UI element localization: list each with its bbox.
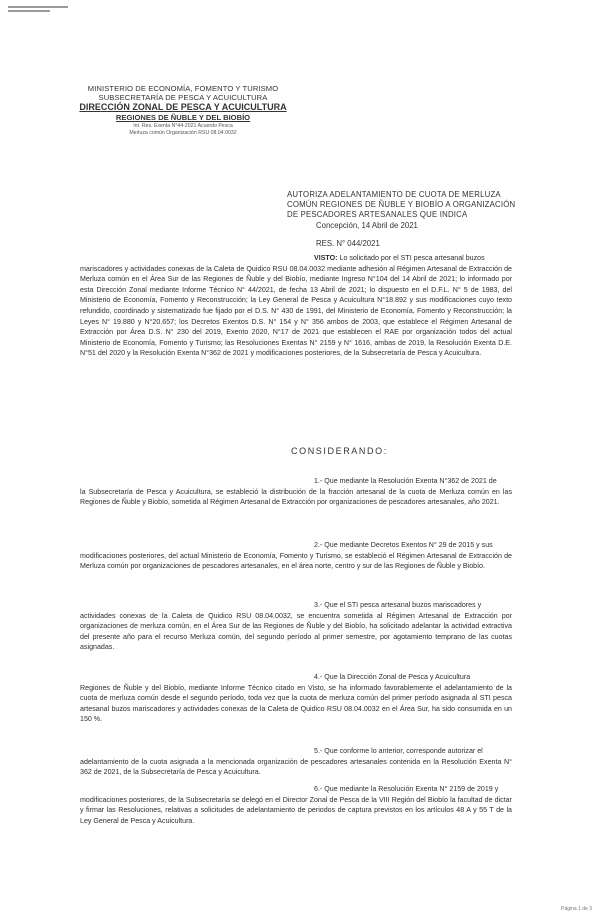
considerando-1-body: la Subsecretaría de Pesca y Acuicultura, se estableció la distribución de la fracción artesanal de la cuota de Merluza común en las Regiones de Ñuble y Biobío, sometida al Régimen Artesanal de Extracción por organizaciones de pescadores artesanales, año 2021. <box>80 487 512 507</box>
considerando-5-body: adelantamiento de la cuota asignada a la mencionada organización de pescadores artesanales contenida en la Resolución Exenta N° 362 de 2021, de la Subsecretaría de Pesca y Acuicultura. <box>80 757 512 777</box>
considerando-heading: CONSIDERANDO: <box>291 446 388 456</box>
header-direccion-zonal: DIRECCIÓN ZONAL DE PESCA Y ACUICULTURA <box>79 102 287 112</box>
considerando-2 <box>80 540 512 572</box>
visto-section <box>80 253 512 359</box>
considerando-5-first: 5.- Que conforme lo anterior, corresponde autorizar el <box>314 747 483 755</box>
header-regiones: REGIONES DE ÑUBLE Y DEL BIOBÍO <box>115 113 251 122</box>
header-ref-1: Int. Res. Exenta N°44-2021 Acuerdo Pesca <box>133 123 233 129</box>
subject-line-2: COMÚN REGIONES DE ÑUBLE Y BIOBÍO A ORGANIZACIÓN <box>287 200 516 209</box>
considerando-6 <box>80 784 512 826</box>
considerando-5 <box>80 746 512 778</box>
subject-line-3: DE PESCADORES ARTESANALES QUE INDICA <box>287 210 468 219</box>
header-ministry: MINISTERIO DE ECONOMÍA, FOMENTO Y TURISMO <box>87 84 279 93</box>
considerando-2-first: 2.- Que mediante Decretos Exentos N° 29 de 2015 y sus <box>314 541 493 549</box>
considerando-3 <box>80 600 512 653</box>
visto-body: mariscadores y actividades conexas de la Caleta de Quidico RSU 08.04.0032 mediante adhesión al Régimen Artesanal de Extracción de Merluza común en el Área Sur de las Regiones de Ñuble y del Biobío, mediante Ingreso N°104 del 14 Abril de 2021; lo informado por esta Dirección Zonal mediante Informe Técnico N° 44/2021, de fecha 13 Abril de 2021; lo dispuesto en el D.F.L. N° 5 de 1983, del Ministerio de Economía, Fomento y Reconstrucción; la Ley General de Pesca y Acuicultura N°18.892 y sus modificaciones cuyo texto refundido, coordinado y sistematizado fue fijado por el D.S. N° 430 de 1991, del Ministerio de Economía, Fomento y Reconstrucción; la Leyes N° 19.880 y N°20.657; los Decretos Exentos D.S. N° 154 y N° 356 ambos de 2003, que establece el Régimen Artesanal de Extracción por Área D.S. N° 230 del 2019, Exento 2020, N°17 de 2021 que establecen el RAE por organización todos del actual Ministerio de Economía, Fomento y Turismo; las Resoluciones Exentas N° 2159 y N° 1616, ambas de 2019, la Resolución Exenta D.E. N°51 del 2020 y la Resolución Exenta N°362 de 2021 y modificaciones posteriores, de la Subsecretaría de Pesca y Acuicultura. <box>80 264 512 358</box>
considerando-1 <box>80 476 512 508</box>
considerando-6-body: modificaciones posteriores, de la Subsecretaría se delegó en el Director Zonal de Pesca de la VIII Región del Biobío la facultad de dictar y firmar las Resoluciones, relativas a solicitudes de adelantamiento de periodos de captura previstos en los artículos 48 A y 55 T de la Ley General de Pesca y Acuicultura. <box>80 795 512 825</box>
header-subsecretaria: SUBSECRETARÍA DE PESCA Y ACUICULTURA <box>98 93 268 102</box>
considerando-6-first: 6.- Que mediante la Resolución Exenta N° 2159 de 2019 y <box>314 785 499 793</box>
considerando-4-first: 4.- Que la Dirección Zonal de Pesca y Acuicultura <box>314 673 471 681</box>
header-ref-2: Merluza común Organización RSU 08.04.0032 <box>129 129 237 136</box>
considerando-3-first: 3.- Que el STI pesca artesanal buzos mariscadores y <box>314 601 482 609</box>
page-footer-mark: Página 1 de 3 <box>561 906 592 912</box>
considerando-4-body: Regiones de Ñuble y del Biobío, mediante Informe Técnico citado en Visto, se ha informado favorablemente el adelantamiento de la cuota de merluza común desde el segundo período, toda vez que la cuota de merluza común del primer período asignada al STI pesca artesanal buzos mariscadores y actividades conexas de la Caleta de Quidico RSU 08.04.0032 en el Área Sur, ha sido consumida en un 150 %. <box>80 683 512 724</box>
considerando-3-body: actividades conexas de la Caleta de Quidico RSU 08.04.0032, se encuentra sometida al Régimen Artesanal de Extracción por organizaciones de merluza común, en el Área Sur de las Regiones de Ñuble y del Biobío, ha solicitado adelantar la actividad extractiva del presente año para el recurso Merluza común, del segundo período al primer semestre, por agotamiento temprano de las cuotas asignadas. <box>80 611 512 652</box>
subject-line-1: AUTORIZA ADELANTAMIENTO DE CUOTA DE MERLUZA <box>287 190 501 199</box>
considerando-1-first: 1.- Que mediante la Resolución Exenta N°362 de 2021 de <box>314 477 497 485</box>
place-date: Concepción, 14 Abril de 2021 <box>316 221 418 230</box>
considerando-2-body: modificaciones posteriores, del actual Ministerio de Economía, Fomento y Turismo, se estableció el Régimen Artesanal de Extracción de Merluza común por organizaciones de pescadores artesanales, en el área norte, centro y sur de las Regiones de Ñuble y Biobío. <box>80 551 512 571</box>
considerando-4 <box>80 672 512 725</box>
visto-label: VISTO: <box>314 254 338 262</box>
resolution-subject <box>287 190 587 220</box>
scan-mark <box>8 6 68 14</box>
institution-header <box>76 84 290 136</box>
visto-first-line: Lo solicitado por el STI pesca artesanal buzos <box>339 254 485 262</box>
resolution-number: RES. N° 044/2021 <box>316 239 380 248</box>
